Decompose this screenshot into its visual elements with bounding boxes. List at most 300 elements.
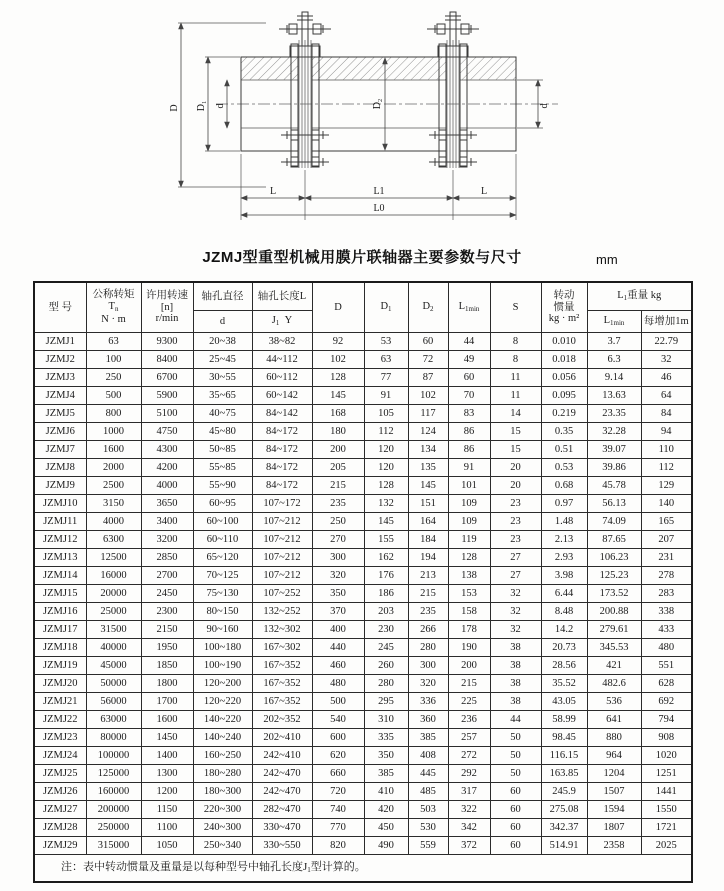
value-cell: 167~302 (252, 639, 312, 657)
value-cell: 2025 (641, 837, 692, 855)
value-cell: 1850 (141, 657, 193, 675)
value-cell: 0.53 (541, 459, 587, 477)
value-cell: 372 (448, 837, 490, 855)
value-cell: 330~550 (252, 837, 312, 855)
table-row (34, 333, 692, 351)
value-cell: 536 (587, 693, 641, 711)
model-cell: JZMJ18 (34, 639, 86, 657)
dim-label-L-right: L (480, 186, 488, 197)
table-row (34, 711, 692, 729)
value-cell: 551 (641, 657, 692, 675)
value-cell: 236 (448, 711, 490, 729)
value-cell: 1204 (587, 765, 641, 783)
value-cell: 162 (364, 549, 408, 567)
value-cell: 440 (312, 639, 364, 657)
table-row (34, 585, 692, 603)
value-cell: 370 (312, 603, 364, 621)
value-cell: 4750 (141, 423, 193, 441)
model-cell: JZMJ20 (34, 675, 86, 693)
value-cell: 200 (312, 441, 364, 459)
value-cell: 190 (448, 639, 490, 657)
value-cell: 225 (448, 693, 490, 711)
value-cell: 35~65 (193, 387, 252, 405)
value-cell: 245.9 (541, 783, 587, 801)
value-cell: 60 (490, 801, 541, 819)
value-cell: 292 (448, 765, 490, 783)
value-cell: 11 (490, 387, 541, 405)
model-cell: JZMJ22 (34, 711, 86, 729)
value-cell: 25000 (86, 603, 141, 621)
value-cell: 140~240 (193, 729, 252, 747)
value-cell: 0.056 (541, 369, 587, 387)
coupling-drawing-svg (166, 2, 562, 228)
value-cell: 4300 (141, 441, 193, 459)
value-cell: 3.7 (587, 333, 641, 351)
value-cell: 1800 (141, 675, 193, 693)
value-cell: 6700 (141, 369, 193, 387)
value-cell: 50000 (86, 675, 141, 693)
value-cell: 102 (408, 387, 448, 405)
value-cell: 250000 (86, 819, 141, 837)
value-cell: 1721 (641, 819, 692, 837)
value-cell: 173.52 (587, 585, 641, 603)
value-cell: 280 (364, 675, 408, 693)
value-cell: 310 (364, 711, 408, 729)
value-cell: 250 (312, 513, 364, 531)
value-cell: 160000 (86, 783, 141, 801)
value-cell: 84~172 (252, 441, 312, 459)
model-cell: JZMJ26 (34, 783, 86, 801)
value-cell: 0.35 (541, 423, 587, 441)
value-cell: 60 (490, 837, 541, 855)
value-cell: 433 (641, 621, 692, 639)
model-cell: JZMJ8 (34, 459, 86, 477)
value-cell: 514.91 (541, 837, 587, 855)
value-cell: 100~190 (193, 657, 252, 675)
value-cell: 964 (587, 747, 641, 765)
value-cell: 60~110 (193, 531, 252, 549)
parameters-table (33, 281, 693, 883)
table-note: 注：表中转动惯量及重量是以每种型号中轴孔长度J1型计算的。 (34, 855, 692, 883)
value-cell: 72 (408, 351, 448, 369)
value-cell: 140 (641, 495, 692, 513)
value-cell: 5900 (141, 387, 193, 405)
value-cell: 235 (312, 495, 364, 513)
table-row (34, 765, 692, 783)
table-row (34, 621, 692, 639)
value-cell: 135 (408, 459, 448, 477)
value-cell: 91 (448, 459, 490, 477)
value-cell: 240~300 (193, 819, 252, 837)
value-cell: 94 (641, 423, 692, 441)
col-header-torque: 公称转矩 Tn N · m (86, 282, 141, 333)
value-cell: 132~302 (252, 621, 312, 639)
value-cell: 70 (448, 387, 490, 405)
value-cell: 270 (312, 531, 364, 549)
table-body (34, 333, 692, 855)
page-title: JZMJ型重型机械用膜片联轴器主要参数与尺寸 (202, 249, 522, 266)
value-cell: 125000 (86, 765, 141, 783)
col-header-D: D (312, 282, 364, 333)
value-cell: 132 (364, 495, 408, 513)
value-cell: 0.095 (541, 387, 587, 405)
value-cell: 6.44 (541, 585, 587, 603)
value-cell: 112 (641, 459, 692, 477)
parameters-table-wrap (33, 281, 693, 883)
value-cell: 53 (364, 333, 408, 351)
value-cell: 1594 (587, 801, 641, 819)
value-cell: 119 (448, 531, 490, 549)
value-cell: 194 (408, 549, 448, 567)
table-header (34, 282, 692, 333)
value-cell: 60~112 (252, 369, 312, 387)
value-cell: 86 (448, 441, 490, 459)
value-cell: 128 (364, 477, 408, 495)
dim-bottom (241, 154, 516, 220)
value-cell: 44 (490, 711, 541, 729)
table-row (34, 837, 692, 855)
value-cell: 2700 (141, 567, 193, 585)
value-cell: 202~352 (252, 711, 312, 729)
value-cell: 12500 (86, 549, 141, 567)
value-cell: 116.15 (541, 747, 587, 765)
value-cell: 8400 (141, 351, 193, 369)
value-cell: 720 (312, 783, 364, 801)
value-cell: 320 (312, 567, 364, 585)
table-row (34, 693, 692, 711)
model-cell: JZMJ6 (34, 423, 86, 441)
value-cell: 1020 (641, 747, 692, 765)
value-cell: 800 (86, 405, 141, 423)
value-cell: 231 (641, 549, 692, 567)
dim-label-L1: L1 (373, 186, 385, 197)
model-cell: JZMJ11 (34, 513, 86, 531)
value-cell: 145 (312, 387, 364, 405)
value-cell: 203 (364, 603, 408, 621)
value-cell: 87.65 (587, 531, 641, 549)
value-cell: 740 (312, 801, 364, 819)
value-cell: 164 (408, 513, 448, 531)
value-cell: 105 (364, 405, 408, 423)
value-cell: 500 (312, 693, 364, 711)
value-cell: 0.018 (541, 351, 587, 369)
value-cell: 9300 (141, 333, 193, 351)
table-row (34, 819, 692, 837)
value-cell: 242~410 (252, 747, 312, 765)
value-cell: 4000 (141, 477, 193, 495)
value-cell: 794 (641, 711, 692, 729)
value-cell: 3650 (141, 495, 193, 513)
col-header-S: S (490, 282, 541, 333)
value-cell: 460 (312, 657, 364, 675)
value-cell: 385 (364, 765, 408, 783)
col-header-D2: D2 (408, 282, 448, 333)
value-cell: 220~300 (193, 801, 252, 819)
value-cell: 120~220 (193, 693, 252, 711)
value-cell: 22.79 (641, 333, 692, 351)
value-cell: 490 (364, 837, 408, 855)
table-row (34, 495, 692, 513)
value-cell: 23.35 (587, 405, 641, 423)
value-cell: 420 (364, 801, 408, 819)
value-cell: 138 (448, 567, 490, 585)
dim-label-D: D (169, 104, 180, 112)
value-cell: 100000 (86, 747, 141, 765)
value-cell: 124 (408, 423, 448, 441)
value-cell: 1.48 (541, 513, 587, 531)
value-cell: 120 (364, 459, 408, 477)
value-cell: 60~95 (193, 495, 252, 513)
value-cell: 8 (490, 351, 541, 369)
value-cell: 9.14 (587, 369, 641, 387)
model-cell: JZMJ14 (34, 567, 86, 585)
value-cell: 2850 (141, 549, 193, 567)
table-row (34, 729, 692, 747)
value-cell: 250 (86, 369, 141, 387)
value-cell: 178 (448, 621, 490, 639)
value-cell: 102 (312, 351, 364, 369)
value-cell: 880 (587, 729, 641, 747)
col-header-bore-diameter: 轴孔直径 (193, 282, 252, 311)
model-cell: JZMJ23 (34, 729, 86, 747)
value-cell: 107~252 (252, 585, 312, 603)
coupling-technical-drawing (166, 2, 566, 232)
value-cell: 45~80 (193, 423, 252, 441)
value-cell: 91 (364, 387, 408, 405)
col-header-weight-per-meter: 每增加1m (641, 311, 692, 333)
value-cell: 200.88 (587, 603, 641, 621)
value-cell: 27 (490, 567, 541, 585)
value-cell: 1150 (141, 801, 193, 819)
value-cell: 338 (641, 603, 692, 621)
value-cell: 245 (364, 639, 408, 657)
value-cell: 15 (490, 423, 541, 441)
value-cell: 530 (408, 819, 448, 837)
value-cell: 110 (641, 441, 692, 459)
value-cell: 1300 (141, 765, 193, 783)
value-cell: 83 (448, 405, 490, 423)
value-cell: 84~172 (252, 423, 312, 441)
value-cell: 140~220 (193, 711, 252, 729)
value-cell: 32 (490, 621, 541, 639)
value-cell: 482.6 (587, 675, 641, 693)
value-cell: 213 (408, 567, 448, 585)
value-cell: 1550 (641, 801, 692, 819)
value-cell: 279.61 (587, 621, 641, 639)
value-cell: 145 (364, 513, 408, 531)
value-cell: 40~75 (193, 405, 252, 423)
value-cell: 128 (312, 369, 364, 387)
value-cell: 25~45 (193, 351, 252, 369)
value-cell: 2300 (141, 603, 193, 621)
dim-label-L0: L0 (373, 203, 385, 214)
value-cell: 200 (448, 657, 490, 675)
model-cell: JZMJ5 (34, 405, 86, 423)
table-footer (34, 855, 692, 883)
model-cell: JZMJ24 (34, 747, 86, 765)
value-cell: 39.07 (587, 441, 641, 459)
dim-label-d-right: d (539, 103, 550, 109)
col-header-inertia: 转动 惯量 kg · m² (541, 282, 587, 333)
value-cell: 80000 (86, 729, 141, 747)
value-cell: 23 (490, 495, 541, 513)
col-header-bore-length: 轴孔长度L (252, 282, 312, 311)
value-cell: 109 (448, 495, 490, 513)
value-cell: 385 (408, 729, 448, 747)
value-cell: 39.86 (587, 459, 641, 477)
value-cell: 70~125 (193, 567, 252, 585)
value-cell: 205 (312, 459, 364, 477)
value-cell: 421 (587, 657, 641, 675)
model-cell: JZMJ16 (34, 603, 86, 621)
value-cell: 107~212 (252, 513, 312, 531)
model-cell: JZMJ17 (34, 621, 86, 639)
value-cell: 98.45 (541, 729, 587, 747)
value-cell: 820 (312, 837, 364, 855)
value-cell: 134 (408, 441, 448, 459)
table-row (34, 531, 692, 549)
value-cell: 908 (641, 729, 692, 747)
value-cell: 63000 (86, 711, 141, 729)
model-cell: JZMJ21 (34, 693, 86, 711)
value-cell: 408 (408, 747, 448, 765)
model-cell: JZMJ12 (34, 531, 86, 549)
value-cell: 100~180 (193, 639, 252, 657)
table-row (34, 405, 692, 423)
value-cell: 38 (490, 675, 541, 693)
value-cell: 257 (448, 729, 490, 747)
value-cell: 0.010 (541, 333, 587, 351)
value-cell: 410 (364, 783, 408, 801)
value-cell: 692 (641, 693, 692, 711)
value-cell: 23 (490, 513, 541, 531)
value-cell: 151 (408, 495, 448, 513)
value-cell: 5100 (141, 405, 193, 423)
value-cell: 31500 (86, 621, 141, 639)
value-cell: 0.97 (541, 495, 587, 513)
model-cell: JZMJ15 (34, 585, 86, 603)
value-cell: 342 (448, 819, 490, 837)
value-cell: 1100 (141, 819, 193, 837)
value-cell: 30~55 (193, 369, 252, 387)
value-cell: 50 (490, 729, 541, 747)
table-row (34, 657, 692, 675)
value-cell: 278 (641, 567, 692, 585)
value-cell: 86 (448, 423, 490, 441)
model-cell: JZMJ13 (34, 549, 86, 567)
value-cell: 109 (448, 513, 490, 531)
value-cell: 260 (364, 657, 408, 675)
value-cell: 176 (364, 567, 408, 585)
value-cell: 2150 (141, 621, 193, 639)
value-cell: 32 (490, 585, 541, 603)
value-cell: 117 (408, 405, 448, 423)
value-cell: 50~85 (193, 441, 252, 459)
value-cell: 125.23 (587, 567, 641, 585)
value-cell: 180~280 (193, 765, 252, 783)
value-cell: 45000 (86, 657, 141, 675)
value-cell: 6.3 (587, 351, 641, 369)
value-cell: 84~142 (252, 405, 312, 423)
value-cell: 336 (408, 693, 448, 711)
value-cell: 155 (364, 531, 408, 549)
value-cell: 250~340 (193, 837, 252, 855)
dim-label-D1: $D_1$ (196, 100, 208, 112)
value-cell: 215 (448, 675, 490, 693)
value-cell: 168 (312, 405, 364, 423)
value-cell: 2000 (86, 459, 141, 477)
value-cell: 14.2 (541, 621, 587, 639)
value-cell: 60~142 (252, 387, 312, 405)
value-cell: 1507 (587, 783, 641, 801)
value-cell: 350 (312, 585, 364, 603)
value-cell: 242~470 (252, 765, 312, 783)
value-cell: 445 (408, 765, 448, 783)
value-cell: 628 (641, 675, 692, 693)
value-cell: 20~38 (193, 333, 252, 351)
value-cell: 44~112 (252, 351, 312, 369)
value-cell: 112 (364, 423, 408, 441)
table-row (34, 783, 692, 801)
value-cell: 74.09 (587, 513, 641, 531)
value-cell: 180~300 (193, 783, 252, 801)
dim-label-L-left: L (269, 186, 277, 197)
value-cell: 4000 (86, 513, 141, 531)
value-cell: 2.13 (541, 531, 587, 549)
col-header-bore-diameter-d: d (193, 311, 252, 333)
value-cell: 84~172 (252, 477, 312, 495)
value-cell: 342.37 (541, 819, 587, 837)
value-cell: 35.52 (541, 675, 587, 693)
value-cell: 272 (448, 747, 490, 765)
value-cell: 1251 (641, 765, 692, 783)
value-cell: 32.28 (587, 423, 641, 441)
value-cell: 215 (408, 585, 448, 603)
value-cell: 107~212 (252, 567, 312, 585)
model-cell: JZMJ4 (34, 387, 86, 405)
value-cell: 485 (408, 783, 448, 801)
value-cell: 317 (448, 783, 490, 801)
value-cell: 92 (312, 333, 364, 351)
value-cell: 77 (364, 369, 408, 387)
table-row (34, 801, 692, 819)
unit-label: mm (596, 252, 618, 267)
value-cell: 1441 (641, 783, 692, 801)
col-header-D1: D1 (364, 282, 408, 333)
value-cell: 28.56 (541, 657, 587, 675)
value-cell: 8 (490, 333, 541, 351)
value-cell: 20000 (86, 585, 141, 603)
value-cell: 2358 (587, 837, 641, 855)
value-cell: 280 (408, 639, 448, 657)
value-cell: 56000 (86, 693, 141, 711)
value-cell: 600 (312, 729, 364, 747)
table-row (34, 387, 692, 405)
value-cell: 45.78 (587, 477, 641, 495)
value-cell: 120~200 (193, 675, 252, 693)
value-cell: 55~85 (193, 459, 252, 477)
value-cell: 46 (641, 369, 692, 387)
value-cell: 235 (408, 603, 448, 621)
value-cell: 3150 (86, 495, 141, 513)
table-row (34, 567, 692, 585)
value-cell: 1807 (587, 819, 641, 837)
col-header-model: 型 号 (34, 282, 86, 333)
value-cell: 322 (448, 801, 490, 819)
value-cell: 128 (448, 549, 490, 567)
table-row (34, 603, 692, 621)
value-cell: 330~470 (252, 819, 312, 837)
